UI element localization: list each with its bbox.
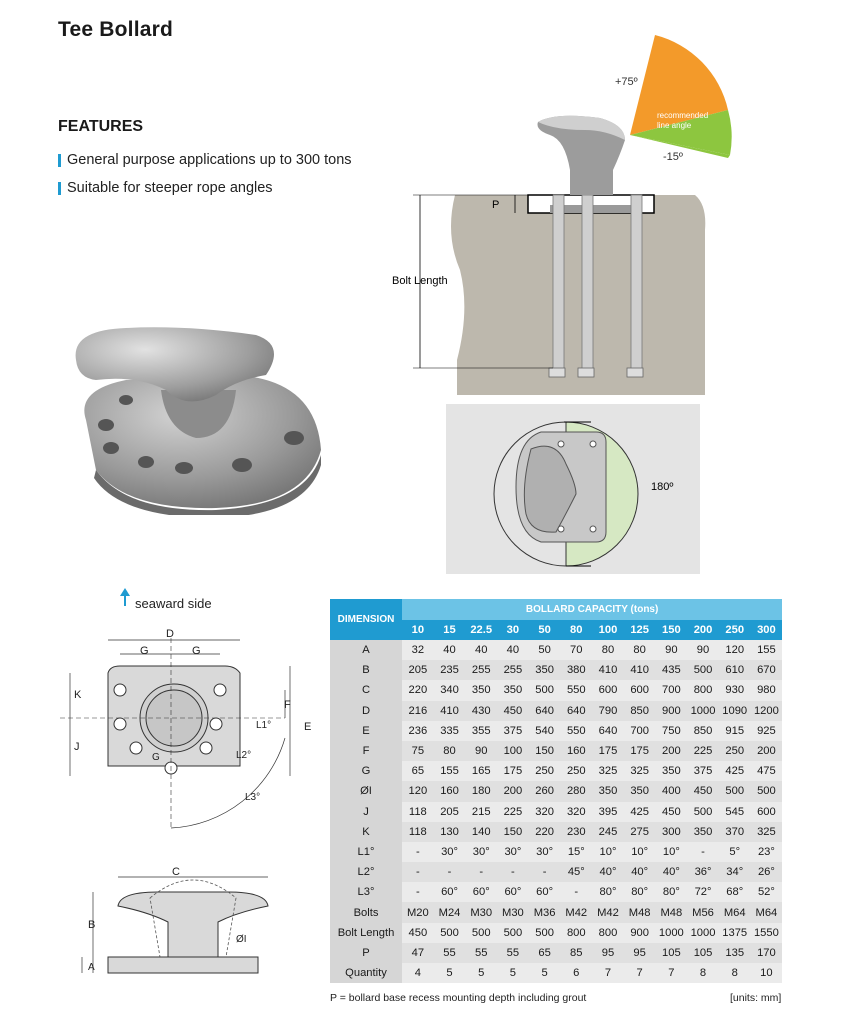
table-cell: 350	[465, 680, 497, 700]
table-cell: 550	[560, 680, 592, 700]
table-row	[330, 701, 782, 721]
table-cell: -	[687, 842, 719, 862]
capacity-column-header: 150	[656, 620, 688, 640]
table-cell: 1090	[719, 701, 751, 721]
table-cell: 545	[719, 802, 751, 822]
capacity-column-header: 80	[560, 620, 592, 640]
table-cell: 400	[656, 781, 688, 801]
table-cell: 40°	[656, 862, 688, 882]
recommended-label: recommended	[657, 111, 709, 120]
table-cell: 1550	[751, 923, 783, 943]
table-cell: 80°	[624, 882, 656, 902]
table-cell: 80°	[592, 882, 624, 902]
table-cell: M56	[687, 902, 719, 922]
table-cell: 23°	[751, 842, 783, 862]
table-cell: 90	[687, 640, 719, 660]
table-row	[330, 902, 782, 922]
table-cell: M64	[751, 902, 783, 922]
table-row	[330, 640, 782, 660]
table-row	[330, 741, 782, 761]
table-row	[330, 862, 782, 882]
table-cell: 670	[751, 660, 783, 680]
table-cell: 380	[560, 660, 592, 680]
table-cell: 5	[529, 963, 561, 983]
table-cell: 200	[751, 741, 783, 761]
table-cell: 800	[592, 923, 624, 943]
table-cell: 325	[592, 761, 624, 781]
table-cell: 350	[656, 761, 688, 781]
table-cell: 34°	[719, 862, 751, 882]
row-label: C	[330, 680, 402, 700]
table-cell: M42	[560, 902, 592, 922]
table-cell: 980	[751, 680, 783, 700]
table-cell: 236	[402, 721, 434, 741]
dim-g-label: G	[192, 645, 201, 657]
table-cell: 175	[497, 761, 529, 781]
table-row	[330, 842, 782, 862]
elevation-diagram	[78, 862, 278, 980]
table-cell: 55	[434, 943, 466, 963]
capacity-column-header: 15	[434, 620, 466, 640]
table-cell: 375	[687, 761, 719, 781]
table-cell: 430	[465, 701, 497, 721]
table-cell: 60°	[434, 882, 466, 902]
table-cell: 30°	[529, 842, 561, 862]
top-view-diagram	[446, 404, 700, 574]
table-cell: 40°	[592, 862, 624, 882]
table-cell: 355	[465, 721, 497, 741]
capacity-column-header: 30	[497, 620, 529, 640]
table-cell: 220	[402, 680, 434, 700]
table-cell: 550	[560, 721, 592, 741]
table-cell: 5	[465, 963, 497, 983]
table-cell: M30	[465, 902, 497, 922]
table-cell: 40	[465, 640, 497, 660]
table-cell: 350	[624, 781, 656, 801]
dim-l3-label: L3°	[245, 792, 261, 803]
table-cell: 36°	[687, 862, 719, 882]
table-cell: 80°	[656, 882, 688, 902]
row-label: Quantity	[330, 963, 402, 983]
table-cell: 68°	[719, 882, 751, 902]
table-cell: 130	[434, 822, 466, 842]
dim-e-label: E	[304, 721, 312, 733]
table-cell: M48	[624, 902, 656, 922]
table-cell: 850	[687, 721, 719, 741]
bollard-render-image	[66, 320, 328, 515]
table-cell: 230	[560, 822, 592, 842]
table-cell: 10°	[656, 842, 688, 862]
table-cell: 280	[560, 781, 592, 801]
table-cell: 72°	[687, 882, 719, 902]
table-cell: 6	[560, 963, 592, 983]
row-label: Bolt Length	[330, 923, 402, 943]
table-cell: 410	[592, 660, 624, 680]
row-label: B	[330, 660, 402, 680]
dim-j-label: J	[74, 741, 80, 753]
table-cell: 26°	[751, 862, 783, 882]
capacity-header: BOLLARD CAPACITY (tons)	[402, 599, 782, 620]
table-cell: -	[402, 882, 434, 902]
table-cell: 500	[434, 923, 466, 943]
capacity-column-header: 300	[751, 620, 783, 640]
table-cell: 350	[497, 680, 529, 700]
table-cell: 600	[751, 802, 783, 822]
table-cell: 500	[687, 660, 719, 680]
table-cell: M36	[529, 902, 561, 922]
table-cell: 900	[656, 701, 688, 721]
table-cell: 40°	[624, 862, 656, 882]
table-row	[330, 761, 782, 781]
table-cell: 15°	[560, 842, 592, 862]
table-cell: 7	[592, 963, 624, 983]
row-label: G	[330, 761, 402, 781]
row-label: A	[330, 640, 402, 660]
table-row	[330, 923, 782, 943]
table-cell: 100	[497, 741, 529, 761]
row-label: ØI	[330, 781, 402, 801]
table-row	[330, 802, 782, 822]
table-cell: 165	[465, 761, 497, 781]
table-cell: 215	[465, 802, 497, 822]
table-cell: 500	[497, 923, 529, 943]
table-row	[330, 822, 782, 842]
table-cell: M48	[656, 902, 688, 922]
dim-l2-label: L2°	[236, 750, 252, 761]
table-cell: 180	[465, 781, 497, 801]
table-cell: -	[402, 862, 434, 882]
table-cell: 118	[402, 822, 434, 842]
dim-b-label: B	[88, 919, 96, 931]
dim-d-label: D	[166, 628, 174, 640]
table-cell: 75	[402, 741, 434, 761]
table-cell: 47	[402, 943, 434, 963]
table-cell: 65	[402, 761, 434, 781]
table-cell: 5°	[719, 842, 751, 862]
table-cell: 150	[529, 741, 561, 761]
table-cell: 8	[719, 963, 751, 983]
table-cell: 5	[434, 963, 466, 983]
table-cell: 8	[687, 963, 719, 983]
feature-text: Suitable for steeper rope angles	[67, 180, 273, 196]
table-row	[330, 963, 782, 983]
dimension-header: DIMENSION	[330, 599, 402, 640]
dim-f-label: F	[284, 699, 291, 711]
capacity-column-header: 250	[719, 620, 751, 640]
table-cell: 435	[656, 660, 688, 680]
table-cell: 700	[656, 680, 688, 700]
table-cell: 70	[560, 640, 592, 660]
table-cell: 900	[624, 923, 656, 943]
table-cell: 500	[529, 680, 561, 700]
table-cell: 30°	[497, 842, 529, 862]
plan-diagram	[60, 588, 325, 838]
table-cell: 4	[402, 963, 434, 983]
table-cell: 255	[497, 660, 529, 680]
dim-k-label: K	[74, 689, 82, 701]
table-cell: 610	[719, 660, 751, 680]
table-cell: 40	[497, 640, 529, 660]
table-cell: 60°	[529, 882, 561, 902]
table-cell: M24	[434, 902, 466, 922]
table-cell: 410	[624, 660, 656, 680]
capacity-column-header: 22.5	[465, 620, 497, 640]
table-cell: 60°	[497, 882, 529, 902]
table-cell: 500	[719, 781, 751, 801]
section-diagram	[385, 30, 745, 395]
table-cell: 425	[719, 761, 751, 781]
row-label: P	[330, 943, 402, 963]
dim-l1-label: L1°	[256, 720, 272, 731]
table-cell: 790	[592, 701, 624, 721]
table-cell: 1000	[687, 923, 719, 943]
table-cell: 90	[656, 640, 688, 660]
table-cell: 205	[402, 660, 434, 680]
p-label: P	[492, 199, 500, 211]
bolt-length-label: Bolt Length	[392, 275, 448, 287]
table-cell: 10	[751, 963, 783, 983]
seaward-label: seaward side	[135, 596, 212, 611]
table-cell: 5	[497, 963, 529, 983]
table-cell: 52°	[751, 882, 783, 902]
table-cell: 205	[434, 802, 466, 822]
table-cell: -	[434, 862, 466, 882]
table-cell: 450	[656, 802, 688, 822]
table-cell: 600	[592, 680, 624, 700]
feature-item	[58, 180, 273, 196]
table-cell: 55	[497, 943, 529, 963]
table-cell: 55	[465, 943, 497, 963]
table-cell: 120	[402, 781, 434, 801]
table-cell: 640	[529, 701, 561, 721]
table-cell: -	[402, 842, 434, 862]
table-cell: 850	[624, 701, 656, 721]
table-cell: 500	[529, 923, 561, 943]
bullet-bar-icon	[58, 182, 61, 195]
table-cell: 930	[719, 680, 751, 700]
table-cell: 40	[434, 640, 466, 660]
table-cell: 340	[434, 680, 466, 700]
table-cell: 325	[624, 761, 656, 781]
table-row	[330, 680, 782, 700]
table-cell: 410	[434, 701, 466, 721]
table-cell: M30	[497, 902, 529, 922]
table-cell: 600	[624, 680, 656, 700]
table-cell: 1200	[751, 701, 783, 721]
table-cell: 200	[656, 741, 688, 761]
table-cell: 750	[656, 721, 688, 741]
table-cell: 135	[719, 943, 751, 963]
table-cell: 45°	[560, 862, 592, 882]
table-cell: 1375	[719, 923, 751, 943]
angle-top-label: +75º	[615, 76, 638, 88]
table-row	[330, 943, 782, 963]
table-cell: 370	[719, 822, 751, 842]
table-cell: 925	[751, 721, 783, 741]
table-row	[330, 882, 782, 902]
row-label: Bolts	[330, 902, 402, 922]
table-cell: 1000	[687, 701, 719, 721]
capacity-column-header: 50	[529, 620, 561, 640]
table-cell: 250	[719, 741, 751, 761]
table-cell: 350	[687, 822, 719, 842]
table-cell: 225	[687, 741, 719, 761]
table-cell: 80	[434, 741, 466, 761]
angle-180-label: 180º	[651, 481, 674, 493]
table-cell: 375	[497, 721, 529, 741]
table-cell: 160	[434, 781, 466, 801]
table-cell: 1000	[656, 923, 688, 943]
table-cell: 450	[402, 923, 434, 943]
capacity-column-header: 200	[687, 620, 719, 640]
table-cell: 425	[624, 802, 656, 822]
table-cell: 90	[465, 741, 497, 761]
table-cell: 915	[719, 721, 751, 741]
table-cell: 450	[497, 701, 529, 721]
angle-bottom-label: -15º	[663, 151, 683, 163]
table-row	[330, 721, 782, 741]
feature-text: General purpose applications up to 300 tons	[67, 152, 352, 168]
table-cell: -	[529, 862, 561, 882]
dim-a-label: A	[88, 962, 95, 973]
table-cell: 275	[624, 822, 656, 842]
table-cell: 220	[529, 822, 561, 842]
table-cell: 235	[434, 660, 466, 680]
table-cell: 350	[529, 660, 561, 680]
row-label: K	[330, 822, 402, 842]
table-cell: 10°	[592, 842, 624, 862]
table-cell: 250	[560, 761, 592, 781]
dim-i-label: ØI	[236, 934, 247, 945]
table-cell: 216	[402, 701, 434, 721]
table-cell: 350	[592, 781, 624, 801]
table-cell: 800	[687, 680, 719, 700]
page-title: Tee Bollard	[58, 18, 174, 41]
units-note: [units: mm]	[730, 992, 782, 1004]
table-cell: 32	[402, 640, 434, 660]
table-cell: 118	[402, 802, 434, 822]
feature-item	[58, 152, 352, 168]
table-cell: 155	[434, 761, 466, 781]
table-cell: 65	[529, 943, 561, 963]
line-angle-label: line angle	[657, 121, 692, 130]
table-cell: 85	[560, 943, 592, 963]
table-cell: 60°	[465, 882, 497, 902]
table-cell: 250	[529, 761, 561, 781]
table-cell: 50	[529, 640, 561, 660]
table-cell: -	[465, 862, 497, 882]
table-cell: 7	[656, 963, 688, 983]
table-cell: 170	[751, 943, 783, 963]
table-cell: 120	[719, 640, 751, 660]
table-cell: M20	[402, 902, 434, 922]
row-label: L2°	[330, 862, 402, 882]
table-cell: 7	[624, 963, 656, 983]
table-cell: 540	[529, 721, 561, 741]
table-cell: 245	[592, 822, 624, 842]
table-cell: -	[497, 862, 529, 882]
table-cell: 260	[529, 781, 561, 801]
dimension-table	[330, 599, 782, 983]
table-cell: 255	[465, 660, 497, 680]
table-cell: 640	[560, 701, 592, 721]
table-cell: 140	[465, 822, 497, 842]
table-cell: 105	[656, 943, 688, 963]
table-cell: 225	[497, 802, 529, 822]
table-cell: 500	[687, 802, 719, 822]
table-cell: 300	[656, 822, 688, 842]
table-row	[330, 781, 782, 801]
table-cell: 95	[624, 943, 656, 963]
dim-g-label: G	[152, 752, 160, 763]
table-cell: 335	[434, 721, 466, 741]
table-cell: -	[560, 882, 592, 902]
table-cell: 500	[465, 923, 497, 943]
dim-g-label: G	[140, 645, 149, 657]
table-cell: 325	[751, 822, 783, 842]
table-row	[330, 660, 782, 680]
row-label: L1°	[330, 842, 402, 862]
table-cell: 475	[751, 761, 783, 781]
table-cell: 80	[592, 640, 624, 660]
table-cell: 10°	[624, 842, 656, 862]
capacity-column-header: 10	[402, 620, 434, 640]
table-cell: 320	[560, 802, 592, 822]
row-label: L3°	[330, 882, 402, 902]
features-heading: FEATURES	[58, 118, 144, 135]
table-cell: 450	[687, 781, 719, 801]
table-cell: 500	[751, 781, 783, 801]
table-cell: M42	[592, 902, 624, 922]
table-cell: 105	[687, 943, 719, 963]
row-label: F	[330, 741, 402, 761]
table-cell: 640	[592, 721, 624, 741]
table-cell: 320	[529, 802, 561, 822]
row-label: J	[330, 802, 402, 822]
table-cell: 800	[560, 923, 592, 943]
table-cell: 175	[624, 741, 656, 761]
table-cell: 175	[592, 741, 624, 761]
capacity-column-header: 125	[624, 620, 656, 640]
table-cell: 200	[497, 781, 529, 801]
table-cell: 150	[497, 822, 529, 842]
table-cell: 395	[592, 802, 624, 822]
table-cell: M64	[719, 902, 751, 922]
table-cell: 160	[560, 741, 592, 761]
table-cell: 700	[624, 721, 656, 741]
table-cell: 30°	[434, 842, 466, 862]
table-footnote: P = bollard base recess mounting depth including grout	[330, 992, 587, 1004]
dim-c-label: C	[172, 866, 180, 878]
capacity-column-header: 100	[592, 620, 624, 640]
row-label: D	[330, 701, 402, 721]
table-cell: 155	[751, 640, 783, 660]
row-label: E	[330, 721, 402, 741]
table-cell: 80	[624, 640, 656, 660]
table-cell: 95	[592, 943, 624, 963]
table-cell: 30°	[465, 842, 497, 862]
bullet-bar-icon	[58, 154, 61, 167]
